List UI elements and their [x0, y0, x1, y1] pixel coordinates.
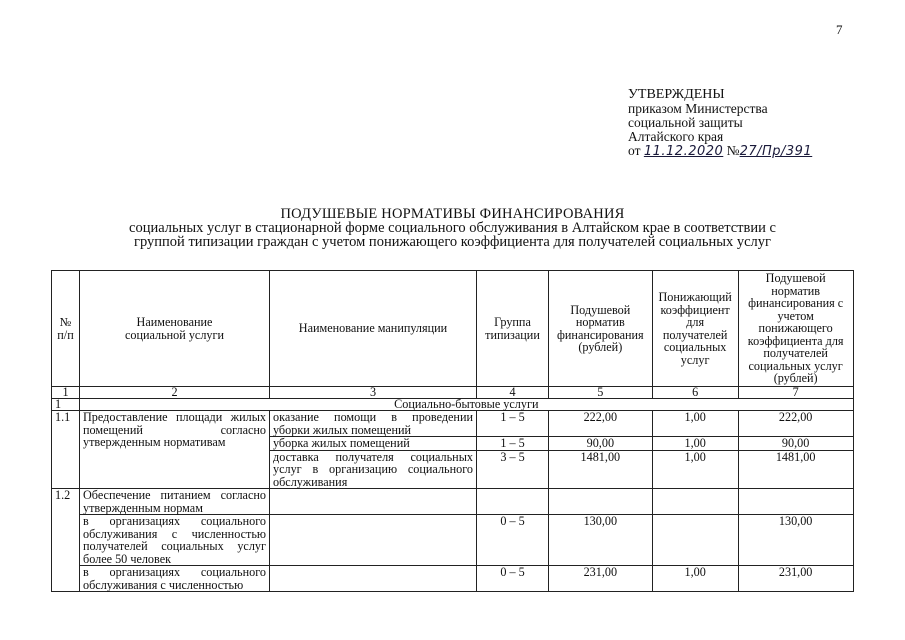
- service-name: Обеспечение питанием согласно утвержденным нормам: [80, 489, 270, 515]
- norm: 90,00: [549, 437, 653, 451]
- header-group: Группа типизации: [477, 271, 549, 387]
- group: 0 – 5: [477, 566, 549, 592]
- empty-cell: [270, 489, 477, 515]
- header-norm: Подушевой норматив финансирования (рублей): [549, 271, 653, 387]
- table-row: [52, 515, 854, 566]
- section-row: [52, 399, 854, 411]
- service-name: Предоставление площади жилых помещений согласно утвержденным нормативам: [80, 411, 270, 489]
- sub-service: в организациях социального обслуживания с численностью: [80, 566, 270, 592]
- norm-with-coef: 1481,00: [738, 450, 853, 489]
- header-norm-with-coef: Подушевой норматив финансирования с учетом понижающего коэффициента для получателей социальных услуг (рублей): [738, 271, 853, 387]
- col-number: 6: [652, 387, 738, 399]
- norm-with-coef: 222,00: [738, 411, 853, 437]
- col-number: 7: [738, 387, 853, 399]
- manipulation: уборка жилых помещений: [270, 437, 477, 451]
- norm-with-coef: 231,00: [738, 566, 853, 592]
- col-number: 2: [80, 387, 270, 399]
- col-number: 1: [52, 387, 80, 399]
- handwritten-date: 11.12.2020: [643, 144, 724, 159]
- group: 0 – 5: [477, 515, 549, 566]
- norm: 222,00: [549, 411, 653, 437]
- coefficient: [652, 515, 738, 566]
- manipulation: оказание помощи в проведении уборки жилых помещений: [270, 411, 477, 437]
- approval-line-3: Алтайского края: [628, 129, 724, 144]
- sub-service: в организациях социального обслуживания с численностью получателей социальных услуг более 50 человек: [80, 515, 270, 566]
- title-line-1: ПОДУШЕВЫЕ НОРМАТИВЫ ФИНАНСИРОВАНИЯ: [280, 206, 625, 222]
- group: 1 – 5: [477, 437, 549, 451]
- section-num: 1: [52, 399, 80, 411]
- empty-cell: [738, 489, 853, 515]
- empty-cell: [549, 489, 653, 515]
- from-label: от: [628, 143, 641, 158]
- group: 1 – 5: [477, 411, 549, 437]
- col-number: 3: [270, 387, 477, 399]
- table-header-row: [52, 271, 854, 387]
- norm-with-coef: 90,00: [738, 437, 853, 451]
- coefficient: 1,00: [652, 411, 738, 437]
- handwritten-number: 27/Пр/391: [739, 144, 813, 159]
- table-row: [52, 411, 854, 437]
- group: 3 – 5: [477, 450, 549, 489]
- header-service-name: Наименование социальной услуги: [80, 271, 270, 387]
- table-row: [52, 566, 854, 592]
- header-num: № п/п: [52, 271, 80, 387]
- coefficient: 1,00: [652, 450, 738, 489]
- norm: 231,00: [549, 566, 653, 592]
- approval-date-number: [628, 144, 812, 159]
- empty-cell: [477, 489, 549, 515]
- row-num: 1.1: [52, 411, 80, 489]
- empty-cell: [270, 515, 477, 566]
- approval-heading: УТВЕРЖДЕНЫ: [628, 87, 725, 102]
- norm: 1481,00: [549, 450, 653, 489]
- section-label: Социально-бытовые услуги: [80, 399, 854, 411]
- approval-block: [628, 88, 812, 159]
- col-number: 5: [549, 387, 653, 399]
- approval-line-2: социальной защиты: [628, 115, 743, 130]
- title-line-2: социальных услуг в стационарной форме социального обслуживания в Алтайском крае в соответствии с: [129, 220, 776, 236]
- norms-table: [51, 270, 854, 592]
- empty-cell: [652, 489, 738, 515]
- coefficient: 1,00: [652, 566, 738, 592]
- coefficient: 1,00: [652, 437, 738, 451]
- document-title: [0, 207, 905, 249]
- header-manipulation: Наименование манипуляции: [270, 271, 477, 387]
- norm-with-coef: 130,00: [738, 515, 853, 566]
- header-coefficient: Понижающий коэффициент для получателей социальных услуг: [652, 271, 738, 387]
- approval-line-1: приказом Министерства: [628, 101, 768, 116]
- page-number: 7: [836, 22, 843, 37]
- manipulation: доставка получателя социальных услуг в организацию социального обслуживания: [270, 450, 477, 489]
- table-row: [52, 489, 854, 515]
- row-num: 1.2: [52, 489, 80, 592]
- col-number: 4: [477, 387, 549, 399]
- title-line-3: группой типизации граждан с учетом понижающего коэффициента для получателей социальных услуг: [134, 234, 771, 250]
- norm: 130,00: [549, 515, 653, 566]
- empty-cell: [270, 566, 477, 592]
- number-label: №: [726, 143, 740, 158]
